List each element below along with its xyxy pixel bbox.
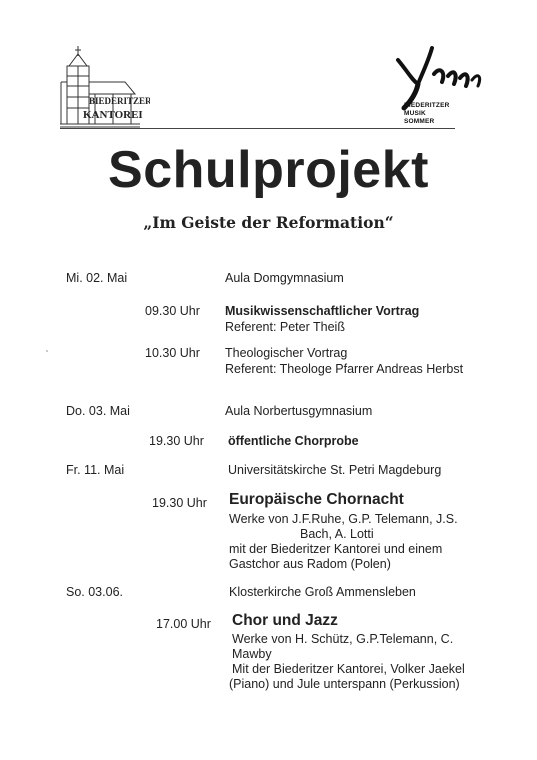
scan-speck [46, 350, 48, 352]
event-date: Fr. 11. Mai [66, 463, 125, 477]
event-detail: Mawby [232, 647, 272, 661]
event-date: Do. 03. Mai [66, 404, 130, 418]
logo-right-line2: MUSIK [404, 110, 426, 117]
event-detail: mit der Biederitzer Kantorei und einem [229, 542, 443, 556]
event-detail: Werke von J.F.Ruhe, G.P. Telemann, J.S. [229, 512, 458, 526]
event-title: Europäische Chornacht [229, 491, 404, 508]
event-title: Musikwissenschaftlicher Vortrag [225, 304, 420, 318]
event-time: 17.00 Uhr [156, 617, 211, 631]
event-time: 19.30 Uhr [152, 496, 207, 510]
event-detail: Bach, A. Lotti [300, 527, 374, 541]
musiksommer-logo-text [404, 102, 450, 126]
event-venue: Universitätskirche St. Petri Magdeburg [228, 463, 442, 477]
logo-left-line1: BIEDERITZER [89, 96, 150, 106]
event-detail: Mit der Biederitzer Kantorei, Volker Jaekel [232, 662, 465, 676]
event-detail: Gastchor aus Radom (Polen) [229, 557, 391, 571]
logo-right-line3: SOMMER [404, 118, 435, 125]
event-time: 19.30 Uhr [149, 434, 204, 448]
event-date: So. 03.06. [66, 585, 123, 599]
logo-left-line2: KANTOREI [83, 109, 143, 121]
event-title: Chor und Jazz [232, 612, 338, 629]
event-title: öffentliche Chorprobe [228, 434, 359, 448]
kantorei-logo [55, 42, 150, 130]
header-divider [60, 128, 455, 129]
event-detail: Werke von H. Schütz, G.P.Telemann, C. [232, 632, 454, 646]
event-detail: Referent: Theologe Pfarrer Andreas Herbst [225, 362, 464, 376]
event-date: Mi. 02. Mai [66, 271, 128, 285]
event-detail: Referent: Peter Theiß [225, 320, 345, 334]
event-venue: Aula Norbertusgymnasium [225, 404, 373, 418]
logo-right-line1: BIEDERITZER [404, 102, 450, 109]
event-time: 10.30 Uhr [145, 346, 200, 360]
event-detail: (Piano) und Jule unterspann (Perkussion) [229, 677, 460, 691]
event-title: Theologischer Vortrag [225, 346, 348, 360]
event-venue: Klosterkirche Groß Ammensleben [229, 585, 416, 599]
page-subtitle: „Im Geiste der Reformation“ [143, 213, 394, 232]
event-time: 09.30 Uhr [145, 304, 200, 318]
page-title: Schulprojekt [108, 141, 429, 199]
event-venue: Aula Domgymnasium [225, 271, 344, 285]
